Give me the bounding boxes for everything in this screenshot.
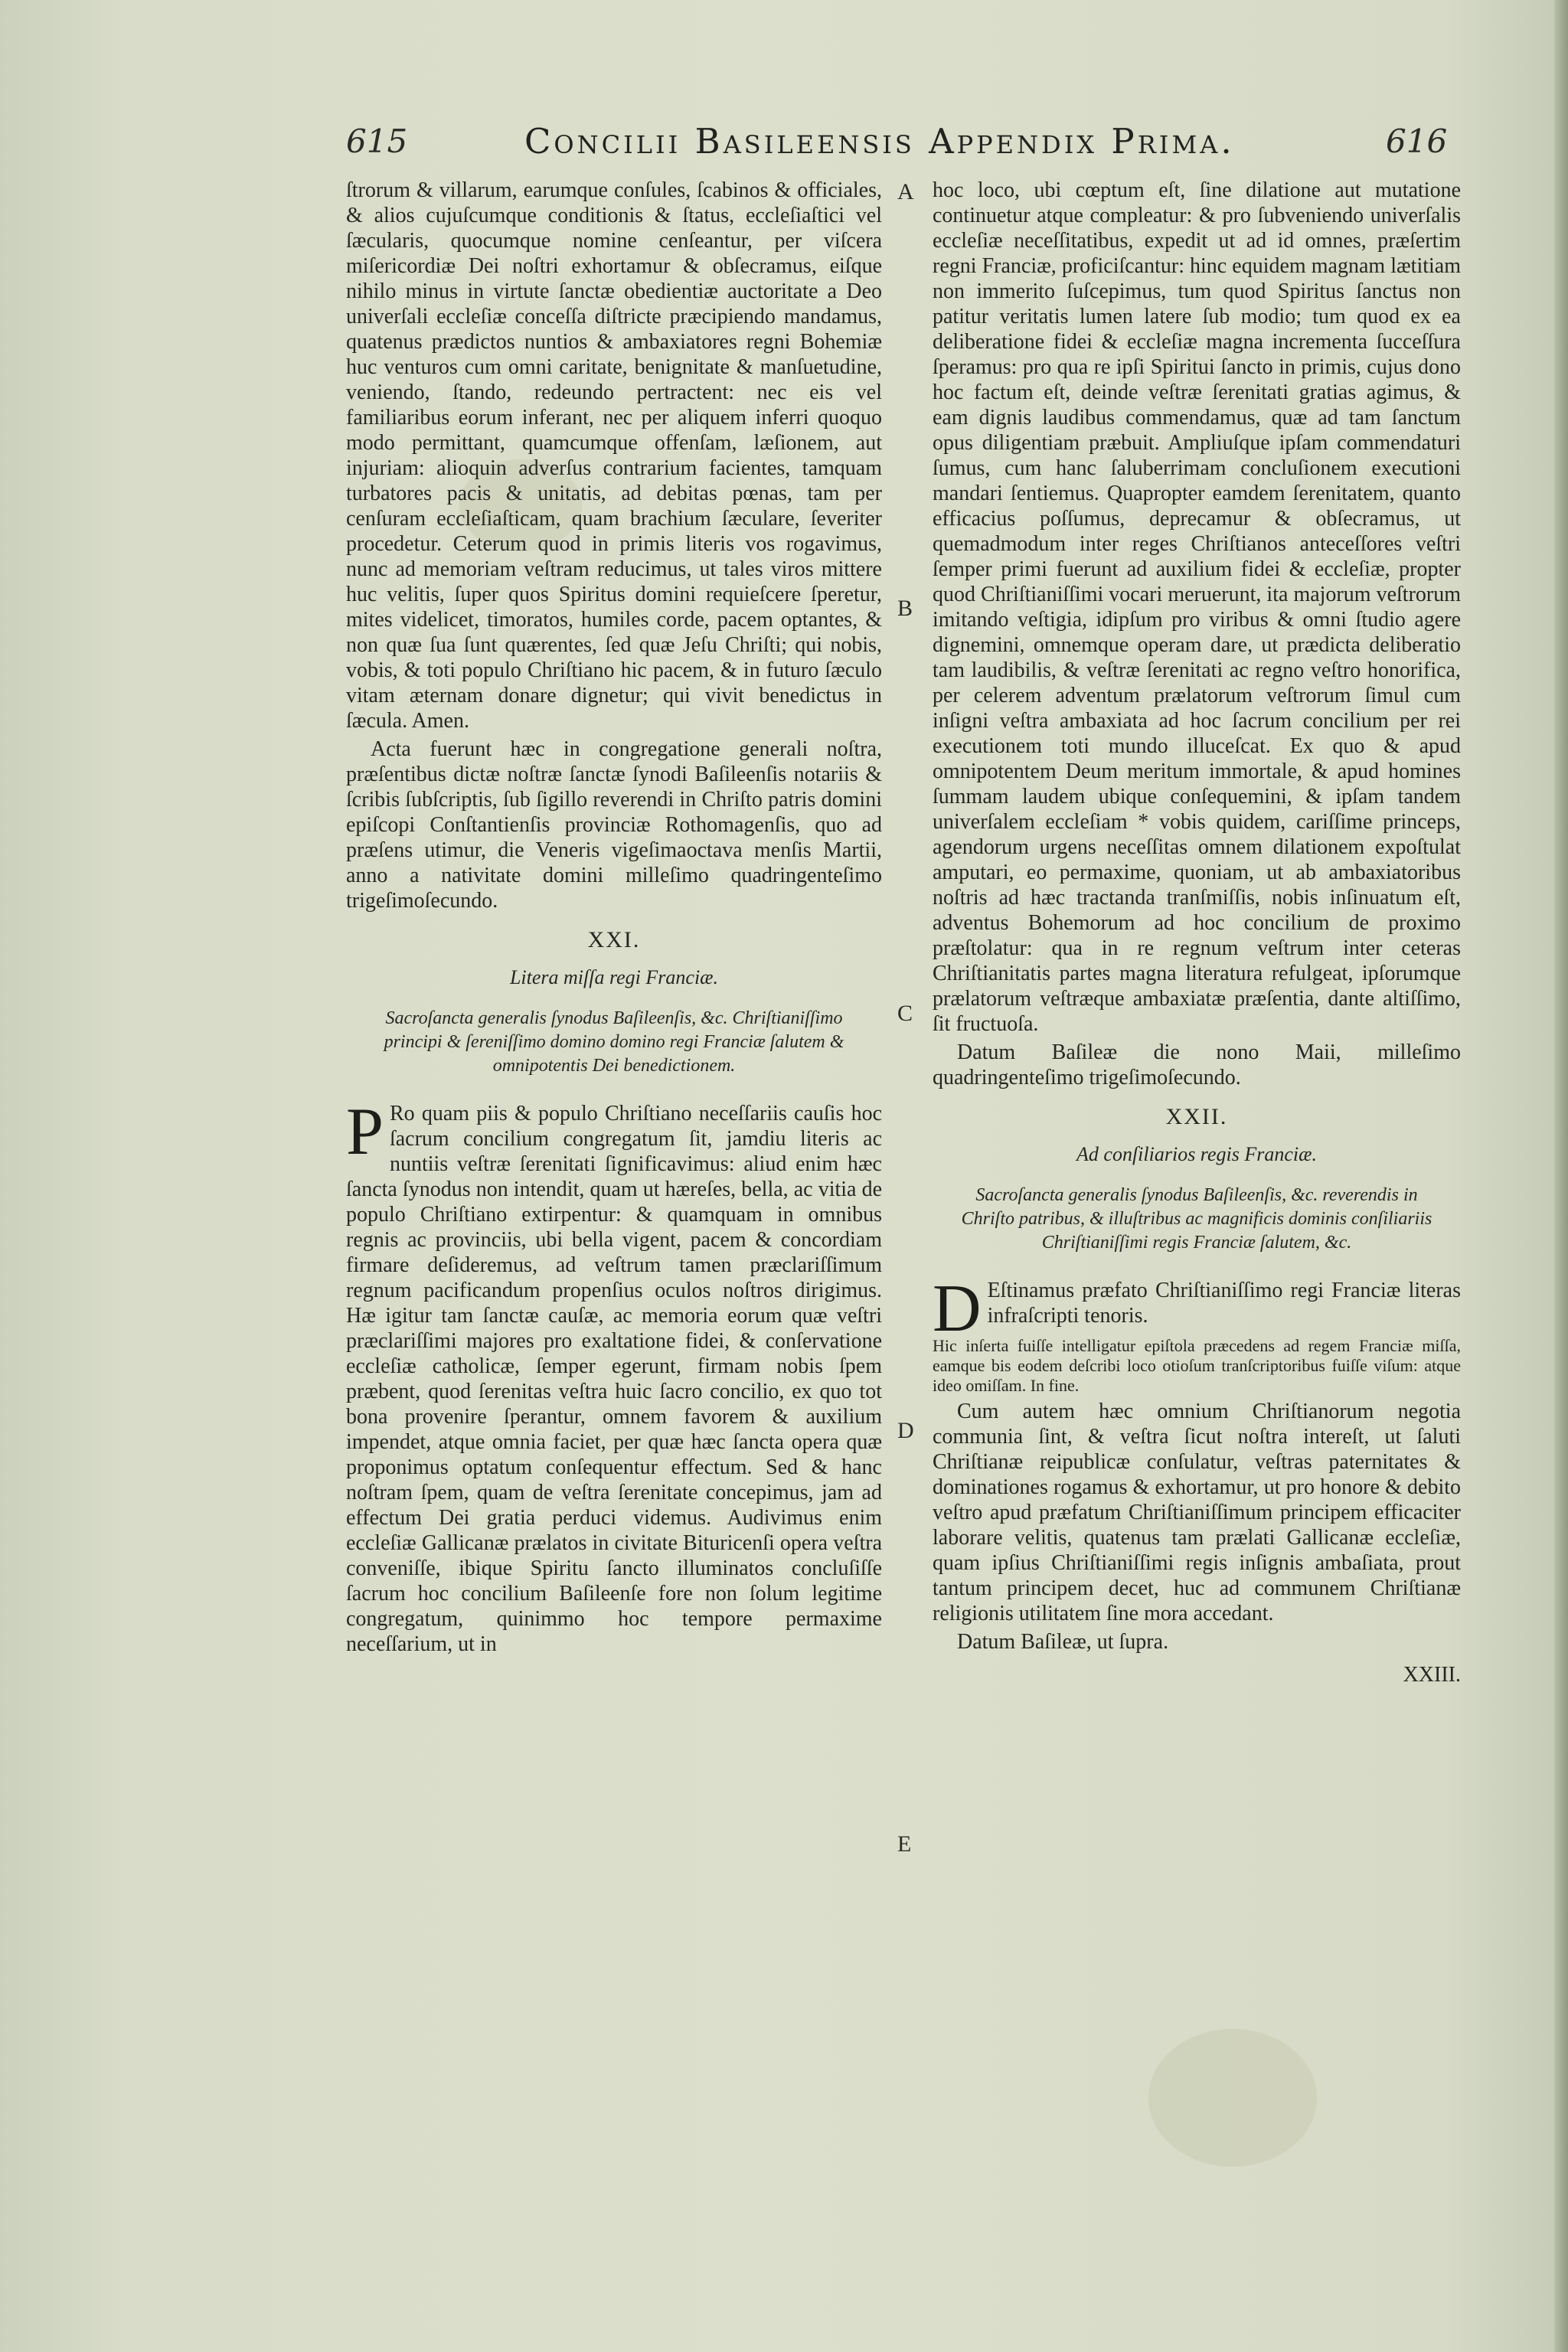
right-paragraph-5: Datum Baſileæ, ut ſupra. bbox=[957, 1630, 1169, 1654]
right-paragraph-2: Datum Baſileæ die nono Maii, milleſimo quadringenteſimo trigeſimoſecundo. bbox=[933, 1040, 1461, 1089]
left-column bbox=[346, 178, 882, 1660]
drop-initial-p: P bbox=[346, 1095, 384, 1169]
margin-letter-c: C bbox=[897, 1001, 913, 1026]
section-title-xxii: Ad conſiliarios regis Franciæ. bbox=[1076, 1143, 1317, 1165]
left-paragraph-3-text: Ro quam piis & populo Chriſtiano neceſſariis cauſis hoc ſacrum concilium congregatum ſit, jamdiu literis ac nuntiis veſtræ ſerenitati ſignificavimus: aliud enim hæc ſancta ſynodus non intendit, quam ut hæreſes, bella, ac vitia de populo Chriſtiano extirpentur: & quamquam in omnibus regnis ac provinciis, ubi bella vigent, pacem & concordiam firmare deſideremus, ad veſtrum tamen præclariſſimum regnum pacificandum propenſius oculos noſtros dirigimus. Hæ igitur tam ſanctæ cauſæ, ac memoria eorum quæ veſtri præclariſſimi majores pro exaltatione fidei, & conſervatione eccleſiæ catholicæ, ſemper egerunt, firmam nobis ſpem præbent, quod ſerenitas veſtra huic ſacro concilio, ex quo tot bona provenire ſperantur, omnem favorem & auxilium impendet, atque omnia faciet, per quæ hæc ſancta opera quæ proponimus optatum conſequentur effectum. Sed & hanc noſtram ſpem, quam de veſtra ſerenitate concepimus, jam ad effectum Dei gratia perduci videmus. Audivimus enim eccleſiæ Gallicanæ prælatos in civitate Bituricenſi opera veſtra conveniſſe, ibique Spiritu ſancto illuminatos concluſiſſe ſacrum hoc concilium Baſileenſe fore non ſolum legitime congregatum, quinimmo hoc tempore permaxime neceſſarium, ut in bbox=[346, 1102, 882, 1656]
right-paragraph-1: hoc loco, ubi cœptum eſt, ſine dilatione aut mutatione continuetur atque compleatur: & pro ſubveniendo univerſalis eccleſiæ neceſſitatibus, expedit ut ad id omnes, præſertim regni Franciæ, proficiſcantur: hinc equidem magnam lætitiam non immerito ſuſcepimus, tum quod Spiritus ſanctus non patitur veritatis lumen latere ſub modio; tum quod ex ea deliberatione fidei & eccleſiæ magna incrementa ſucceſſura ſperamus: pro qua re ipſi Spiritui ſancto in primis, cujus dono hoc factum eſt, deinde veſtræ ſerenitati gratias agimus, & eam dignis laudibus commendamus, quæ ad tam ſanctum opus diligentiam præbuit. Ampliuſque ipſam commendaturi ſumus, cum hanc ſaluberrimam concluſionem executioni mandari ſentiemus. Quapropter eamdem ſerenitatem, quanto efficacius poſſumus, deprecamur & obſecramus, ut quemadmodum inter reges Chriſtianos anteceſſores veſtri ſemper primi fuerunt ad auxilium fidei & eccleſiæ, propter quod Chriſtianiſſimi vocari meruerunt, ita majorum veſtrorum imitando veſtigia, idipſum pro viribus & omni ſtudio agere dignemini, omnemque operam dare, ut prædicta deliberatio tam laudibilis, & veſtræ ſerenitati ac regno veſtro honorifica, per celerem adventum prælatorum veſtrorum ſimul cum inſigni veſtra ambaxiata ad hoc ſacrum concilium per rei executionem toti mundo illuceſcat. Ex quo & apud omnipotentem Deum meritum immortale, & apud homines ſummam laudem ubique conſequemini, & ipſam tandem univerſalem eccleſiam * vobis quidem, cariſſime princeps, agendorum urgens neceſſitas omnem dilationem expoſtulat amputari, eo permaxime, quoniam, ut ab ambaxiatoribus noſtris ad hæc tractanda tranſmiſſis, nobis inſinuatum eſt, adventus Bohemorum ad hoc concilium de proximo præſtolatur: qua in re regnum veſtrum inter ceteras Chriſtianitatis partes magna literatura refulgeat, ipſorumque prælatorum veſtræque ambaxiatæ præſentia, dante altiſſimo, ſit fructuoſa. bbox=[933, 178, 1461, 1036]
page-number-left: 615 bbox=[346, 122, 408, 160]
running-title: Concilii Basileensis Appendix Prima. bbox=[524, 121, 1235, 162]
section-number-xxi: XXI. bbox=[587, 927, 641, 952]
editorial-note: Hic inſerta fuiſſe intelligatur epiſtola præcedens ad regem Franciæ miſſa, eamque bis eodem deſcribi loco otioſum tranſcriptoribus fuiſſe viſum: atque ideo omiſſam. In fine. bbox=[933, 1336, 1461, 1395]
right-paragraph-4: Cum autem hæc omnium Chriſtianorum negotia communia ſint, & veſtra ſicut noſtra intereſt, ut ſaluti Chriſtianæ reipublicæ conſulatur, veſtras paternitates & dominationes rogamus & exhortamur, ut pro honore & debito veſtro apud præfatum Chriſtianiſſimum principem efficaciter laborare velitis, quatenus tam prælati Gallicanæ eccleſiæ, quam ipſius Chriſtianiſſimi regis inſignis ambaſiata, prout tantum principem decet, huc ad communem Chriſtianæ religionis utilitatem ſine mora accedant. bbox=[933, 1400, 1461, 1625]
margin-letter-e: E bbox=[897, 1831, 912, 1857]
right-column bbox=[933, 178, 1461, 1687]
margin-letter-b: B bbox=[897, 596, 913, 621]
salutation-xxii: Sacroſancta generalis ſynodus Baſileenſis, &c. reverendis in Chriſto patribus, & illuſtribus ac magnificis dominis conſiliariis Chriſtianiſſimi regis Franciæ ſalutem, &c. bbox=[961, 1185, 1432, 1253]
section-number-xxii: XXII. bbox=[1165, 1104, 1228, 1129]
salutation-xxi: Sacroſancta generalis ſynodus Baſileenſis, &c. Chriſtianiſſimo principi & ſereniſſimo domino domino regi Franciæ ſalutem & omnipotentis Dei benedictionem. bbox=[384, 1008, 844, 1076]
margin-letter-a: A bbox=[897, 179, 914, 204]
section-title-xxi: Litera miſſa regi Franciæ. bbox=[509, 966, 719, 988]
paper-stain bbox=[1148, 2029, 1317, 2167]
page-number-right: 616 bbox=[1386, 122, 1448, 160]
right-paragraph-3-text: Eſtinamus præfato Chriſtianiſſimo regi Franciæ literas infraſcripti tenoris. bbox=[987, 1279, 1461, 1328]
right-paragraph-3 bbox=[933, 1272, 1461, 1346]
page-edge-shadow bbox=[1554, 0, 1568, 2352]
drop-initial-d: D bbox=[933, 1272, 982, 1346]
left-paragraph-1: ſtrorum & villarum, earumque conſules, ſcabinos & officiales, & alios cujuſcumque conditionis & ſtatus, eccleſiaſtici vel ſæcularis, quocumque nomine cenſeantur, per viſcera miſericordiæ Dei noſtri exhortamur & obſecramus, eiſque nihilo minus in virtute ſanctæ obedientiæ auctoritate a Deo univerſali eccleſiæ conceſſa diſtricte præcipiendo mandamus, quatenus prædictos nuntios & ambaxiatores regni Bohemiæ huc venturos cum omni caritate, benignitate & manſuetudine, veniendo, ſtando, redeundo pertractent: nec eis vel familiaribus eorum inferant, nec per aliquem inferri quoquo modo permittant, quamcumque offenſam, læſionem, aut injuriam: alioquin adverſus contrarium facientes, tamquam turbatores pacis & unitatis, ad debitas pœnas, tam per cenſuram eccleſiaſticam, quam brachium ſæculare, ſeveriter procedetur. Ceterum quod in primis literis vos rogavimus, nunc ad memoriam veſtram reducimus, ut tales viros mittere huc velitis, ſuper quos Spiritus domini requieſcere ſperetur, mites videlicet, timoratos, humiles corde, pacem optantes, & non quæ ſua ſunt quærentes, ſed quæ Jeſu Chriſti; qui nobis, vobis, & toti populo Chriſtiano hic pacem, & in futuro ſæculo vitam æternam donare dignetur; qui vivit benedictus in ſæcula. Amen. bbox=[346, 178, 882, 733]
left-paragraph-2: Acta fuerunt hæc in congregatione generali noſtra, præſentibus dictæ noſtræ ſanctæ ſynodi Baſileenſis notariis & ſcribis ſubſcriptis, ſub ſigillo reverendi in Chriſto patris domini epiſcopi Conſtantienſis provinciæ Rothomagenſis, quo ad præſens utimur, die Veneris vigeſimaoctava menſis Martii, anno a nativitate domini milleſimo quadringenteſimo trigeſimoſecundo. bbox=[346, 737, 882, 913]
page-header bbox=[0, 115, 1568, 176]
margin-letter-d: D bbox=[897, 1418, 914, 1443]
left-paragraph-3 bbox=[346, 1095, 882, 1657]
catchword: XXIII. bbox=[1403, 1663, 1461, 1687]
